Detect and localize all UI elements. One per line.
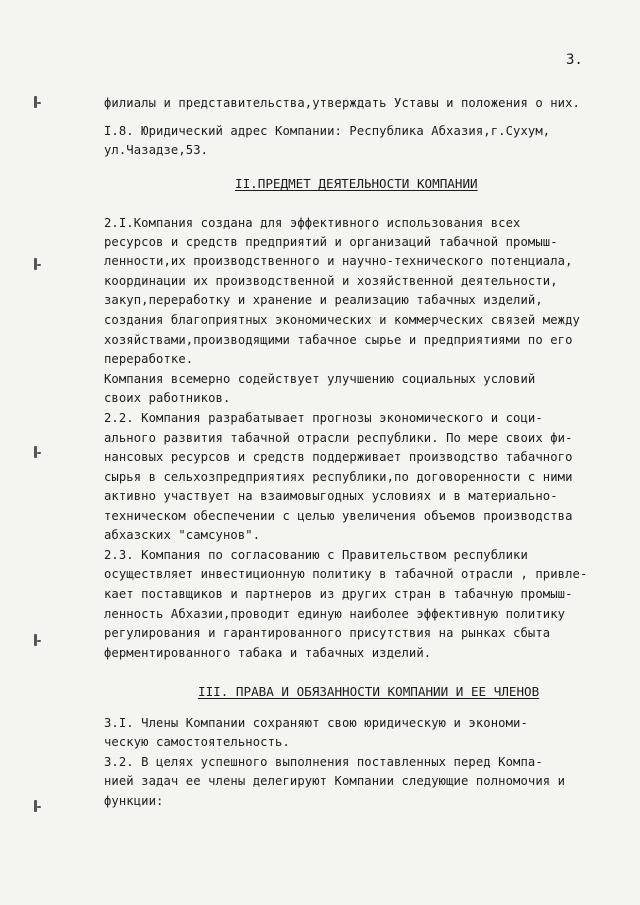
text-line: ческую самостоятельность. <box>104 735 290 749</box>
text-line: ферментированного табака и табачных изделий. <box>104 646 432 660</box>
text-line: нансовых ресурсов и средств поддерживает производство табачного <box>104 450 573 464</box>
text-line: переработке. <box>104 352 194 366</box>
text-line: ального развития табачной отрасли республики. По мере своих фи- <box>104 431 573 445</box>
binder-hole-mark <box>32 96 42 110</box>
text-line: Компания всемерно содействует улучшению социальных условий <box>104 372 536 386</box>
text-line: нией задач ее члены делегируют Компании следующие полномочия и <box>104 774 566 788</box>
text-line: ленность Абхазии,проводит единую наиболее эффективную политику <box>104 607 566 621</box>
text-line: I.8. Юридический адрес Компании: Республика Абхазия,г.Сухум, <box>104 124 551 138</box>
text-line: абхазских "самсунов". <box>104 528 261 542</box>
text-line: 2.I.Компания создана для эффективного использования всех <box>104 216 521 230</box>
section-heading-2: II.ПРЕДМЕТ ДЕЯТЕЛЬНОСТИ КОМПАНИИ <box>235 176 478 191</box>
text-line: 3.2. В целях успешного выполнения поставленных перед Компа- <box>104 755 543 769</box>
text-line: сырья в сельхозпредприятиях республики,по договоренности с ними <box>104 470 573 484</box>
binder-hole-mark <box>32 800 42 814</box>
text-line: функции: <box>104 794 164 808</box>
text-line: ул.Чазадзе,53. <box>104 143 209 157</box>
text-line: закуп,переработку и хранение и реализацию табачных изделий, <box>104 293 543 307</box>
text-line: хозяйствами,производящими табачное сырье и предприятиями по его <box>104 333 573 347</box>
text-line: филиалы и представительства,утверждать Уставы и положения о них. <box>104 96 580 110</box>
text-line: осуществляет инвестиционную политику в табачной отрасли , привле- <box>104 567 588 581</box>
text-line: своих работников. <box>104 391 231 405</box>
text-line: техническом обеспечении с целью увеличения объемов производства <box>104 509 573 523</box>
binder-hole-mark <box>32 258 42 272</box>
text-line: ленности,их производственного и научно-технического потенциала, <box>104 254 573 268</box>
text-line: активно участвует на взаимовыгодных условиях и в материально- <box>104 489 558 503</box>
text-line: координации их производственной и хозяйственной деятельности, <box>104 274 558 288</box>
text-line: создания благоприятных экономических и коммерческих связей между <box>104 313 580 327</box>
text-line: регулирования и гарантированного присутствия на рынках сбыта <box>104 626 551 640</box>
text-line: 3.I. Члены Компании сохраняют свою юридическую и экономи- <box>104 716 528 730</box>
section-heading-3: III. ПРАВА И ОБЯЗАННОСТИ КОМПАНИИ И ЕЕ ЧЛЕНОВ <box>198 684 540 699</box>
text-line: 2.3. Компания по согласованию с Правительством республики <box>104 548 528 562</box>
text-line: 2.2. Компания разрабатывает прогнозы экономического и соци- <box>104 411 543 425</box>
binder-hole-mark <box>32 634 42 648</box>
text-line: кает поставщиков и партнеров из других стран в табачную промыш- <box>104 587 573 601</box>
page-number: 3. <box>566 52 583 68</box>
binder-hole-mark <box>32 446 42 460</box>
text-line: ресурсов и средств предприятий и организаций табачной промыш- <box>104 235 558 249</box>
